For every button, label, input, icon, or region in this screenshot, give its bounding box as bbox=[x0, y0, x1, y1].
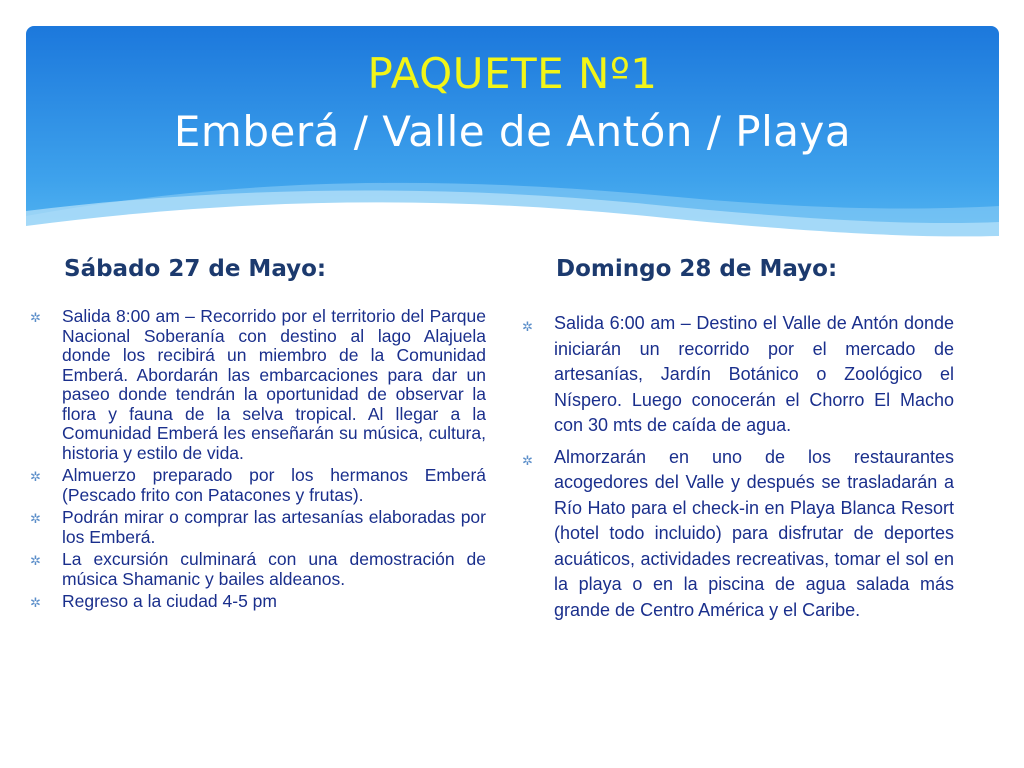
asterisk-bullet-icon: ✲ bbox=[30, 595, 41, 610]
asterisk-bullet-icon: ✲ bbox=[30, 511, 41, 526]
title-package-number: PAQUETE Nº1 bbox=[367, 49, 658, 98]
slide-title bbox=[26, 46, 999, 162]
list-item: ✲ Salida 6:00 am – Destino el Valle de Antón donde iniciarán un recorrido por el mercado de artesanías, Jardín Botánico o Zoológico el Níspero. Luego conocerán el Chorro El Macho con 30 mts de caída de agua. bbox=[522, 313, 954, 435]
list-item: ✲ La excursión culminará con una demostración de música Shamanic y bailes aldeanos. bbox=[30, 549, 486, 589]
sunday-heading: Domingo 28 de Mayo: bbox=[556, 256, 838, 282]
list-item: ✲ Podrán mirar o comprar las artesanías elaboradas por los Emberá. bbox=[30, 507, 486, 547]
asterisk-bullet-icon: ✲ bbox=[30, 310, 41, 325]
asterisk-bullet-icon: ✲ bbox=[30, 469, 41, 484]
saturday-itinerary bbox=[30, 307, 486, 615]
asterisk-bullet-icon: ✲ bbox=[522, 319, 533, 334]
asterisk-bullet-icon: ✲ bbox=[522, 452, 533, 468]
list-item: ✲ Salida 8:00 am – Recorrido por el territorio del Parque Nacional Soberanía con destino al lago Alajuela donde los recibirá un miembro de la Comunidad Emberá. Abordarán las embarcaciones para dar un paseo donde tendrán la oportunidad de observar la flora y fauna de la selva tropical. Al llegar a la Comunidad Emberá les enseñarán su música, cultura, historia y estilo de vida. bbox=[30, 306, 486, 463]
list-item: ✲ Almuerzo preparado por los hermanos Emberá (Pescado frito con Patacones y frutas). bbox=[30, 465, 486, 505]
sunday-itinerary bbox=[522, 311, 954, 629]
list-item: ✲ Almorzarán en uno de los restaurantes acogedores del Valle y después se trasladarán a Río Hato para el check-in en Playa Blanca Resort (hotel todo incluido) para disfrutar de deportes acuáticos, actividades recreativas, tomar el sol en la playa o en la piscina de agua salada más grande de Centro América y el Caribe. bbox=[522, 446, 954, 620]
asterisk-bullet-icon: ✲ bbox=[30, 553, 41, 568]
title-route: Emberá / Valle de Antón / Playa bbox=[173, 107, 852, 156]
list-item: ✲ Regreso a la ciudad 4-5 pm bbox=[30, 591, 277, 611]
saturday-heading: Sábado 27 de Mayo: bbox=[64, 256, 327, 282]
